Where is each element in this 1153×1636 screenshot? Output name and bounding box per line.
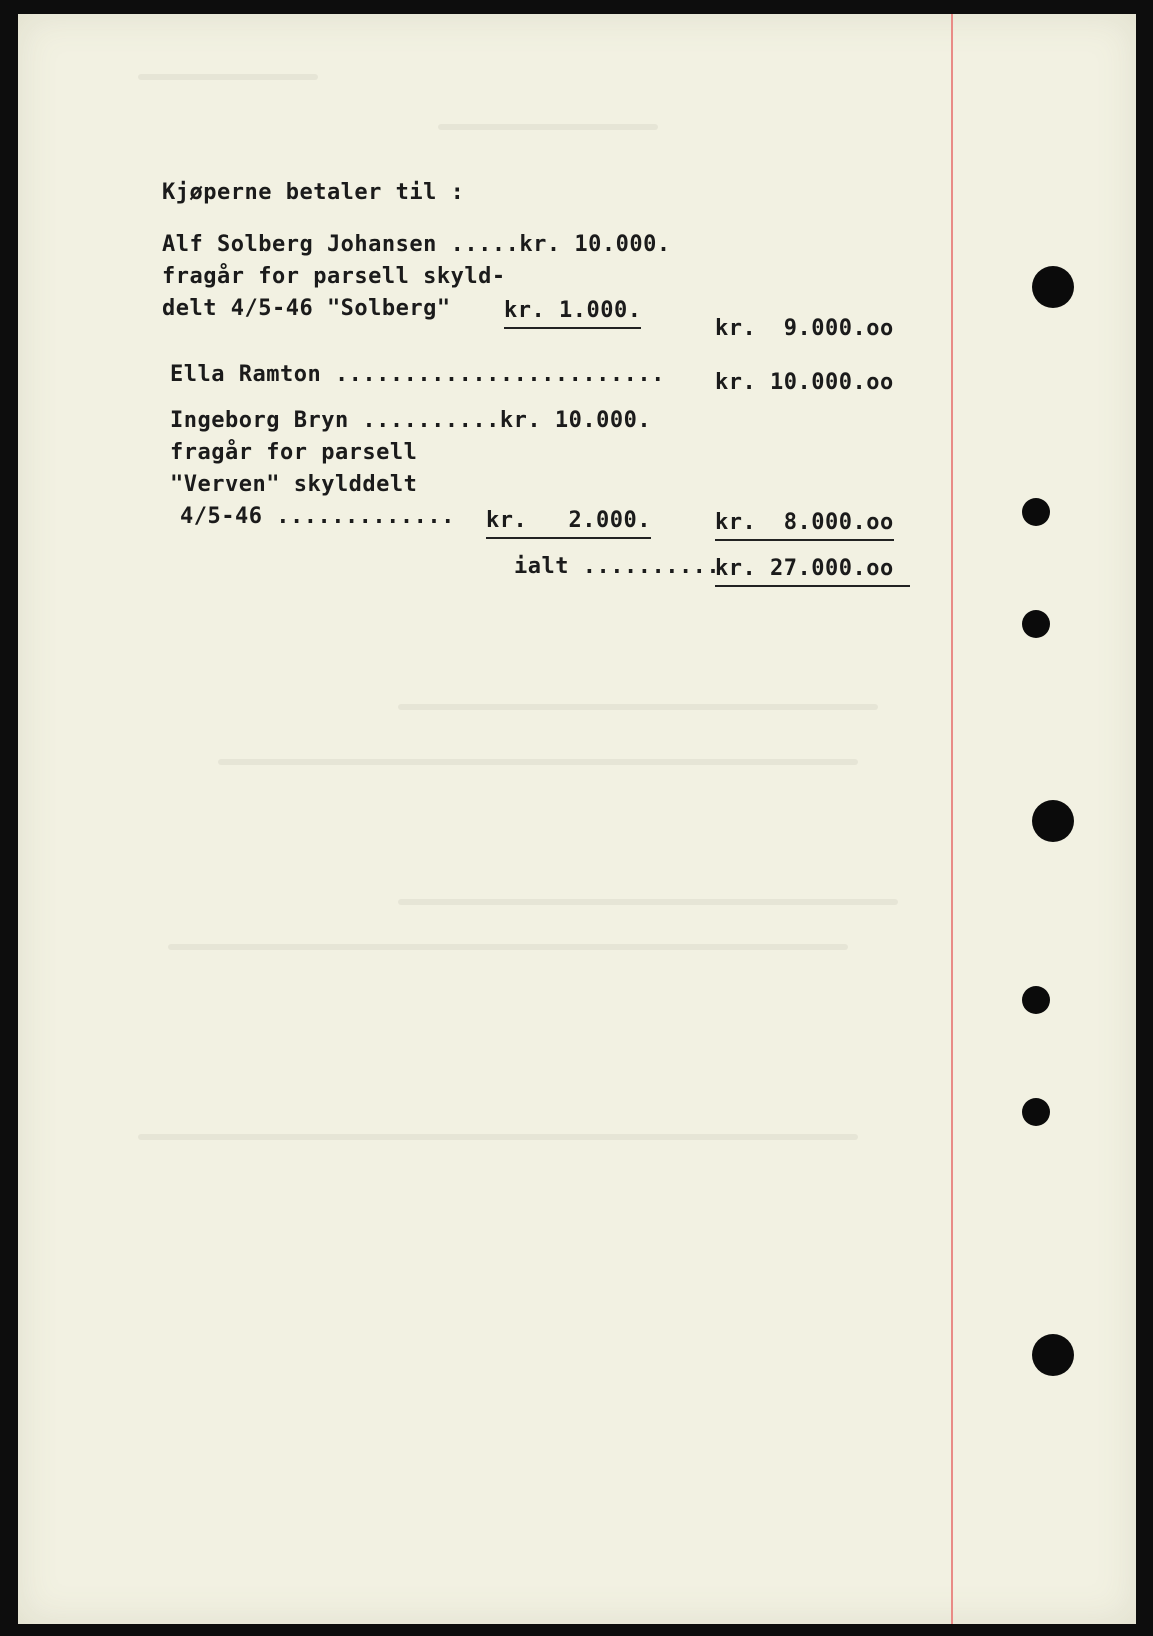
text-line: Ella Ramton ........................ bbox=[170, 362, 665, 387]
document-page bbox=[18, 14, 1136, 1624]
bleed-through-mark bbox=[398, 704, 878, 710]
net-amount: kr. 10.000.oo bbox=[715, 370, 894, 395]
punch-hole bbox=[1022, 1098, 1050, 1126]
text-line: Alf Solberg Johansen .....kr. 10.000. bbox=[162, 232, 671, 257]
bleed-through-mark bbox=[138, 74, 318, 80]
net-amount: kr. 8.000.oo bbox=[715, 510, 894, 541]
punch-hole bbox=[1022, 498, 1050, 526]
punch-hole bbox=[1022, 986, 1050, 1014]
punch-hole bbox=[1032, 1334, 1074, 1376]
text-line: fragår for parsell bbox=[170, 440, 418, 465]
deduction-amount: kr. 2.000. bbox=[486, 508, 651, 539]
punch-hole bbox=[1022, 610, 1050, 638]
punch-hole bbox=[1032, 266, 1074, 308]
total-label: ialt .......... bbox=[514, 554, 721, 579]
deduction-amount: kr. 1.000. bbox=[504, 298, 641, 329]
heading-line: Kjøperne betaler til : bbox=[162, 180, 465, 205]
text-line: Ingeborg Bryn ..........kr. 10.000. bbox=[170, 408, 652, 433]
bleed-through-mark bbox=[168, 944, 848, 950]
punch-hole bbox=[1032, 800, 1074, 842]
net-amount: kr. 9.000.oo bbox=[715, 316, 894, 341]
text-line: 4/5-46 ............. bbox=[180, 504, 455, 529]
text-line: fragår for parsell skyld- bbox=[162, 264, 506, 289]
bleed-through-mark bbox=[218, 759, 858, 765]
text-line: delt 4/5-46 "Solberg" bbox=[162, 296, 451, 321]
bleed-through-mark bbox=[438, 124, 658, 130]
bleed-through-mark bbox=[398, 899, 898, 905]
text-line: "Verven" skylddelt bbox=[170, 472, 418, 497]
bleed-through-mark bbox=[138, 1134, 858, 1140]
total-amount: kr. 27.000.oo bbox=[715, 556, 910, 587]
red-margin-line bbox=[951, 14, 953, 1624]
